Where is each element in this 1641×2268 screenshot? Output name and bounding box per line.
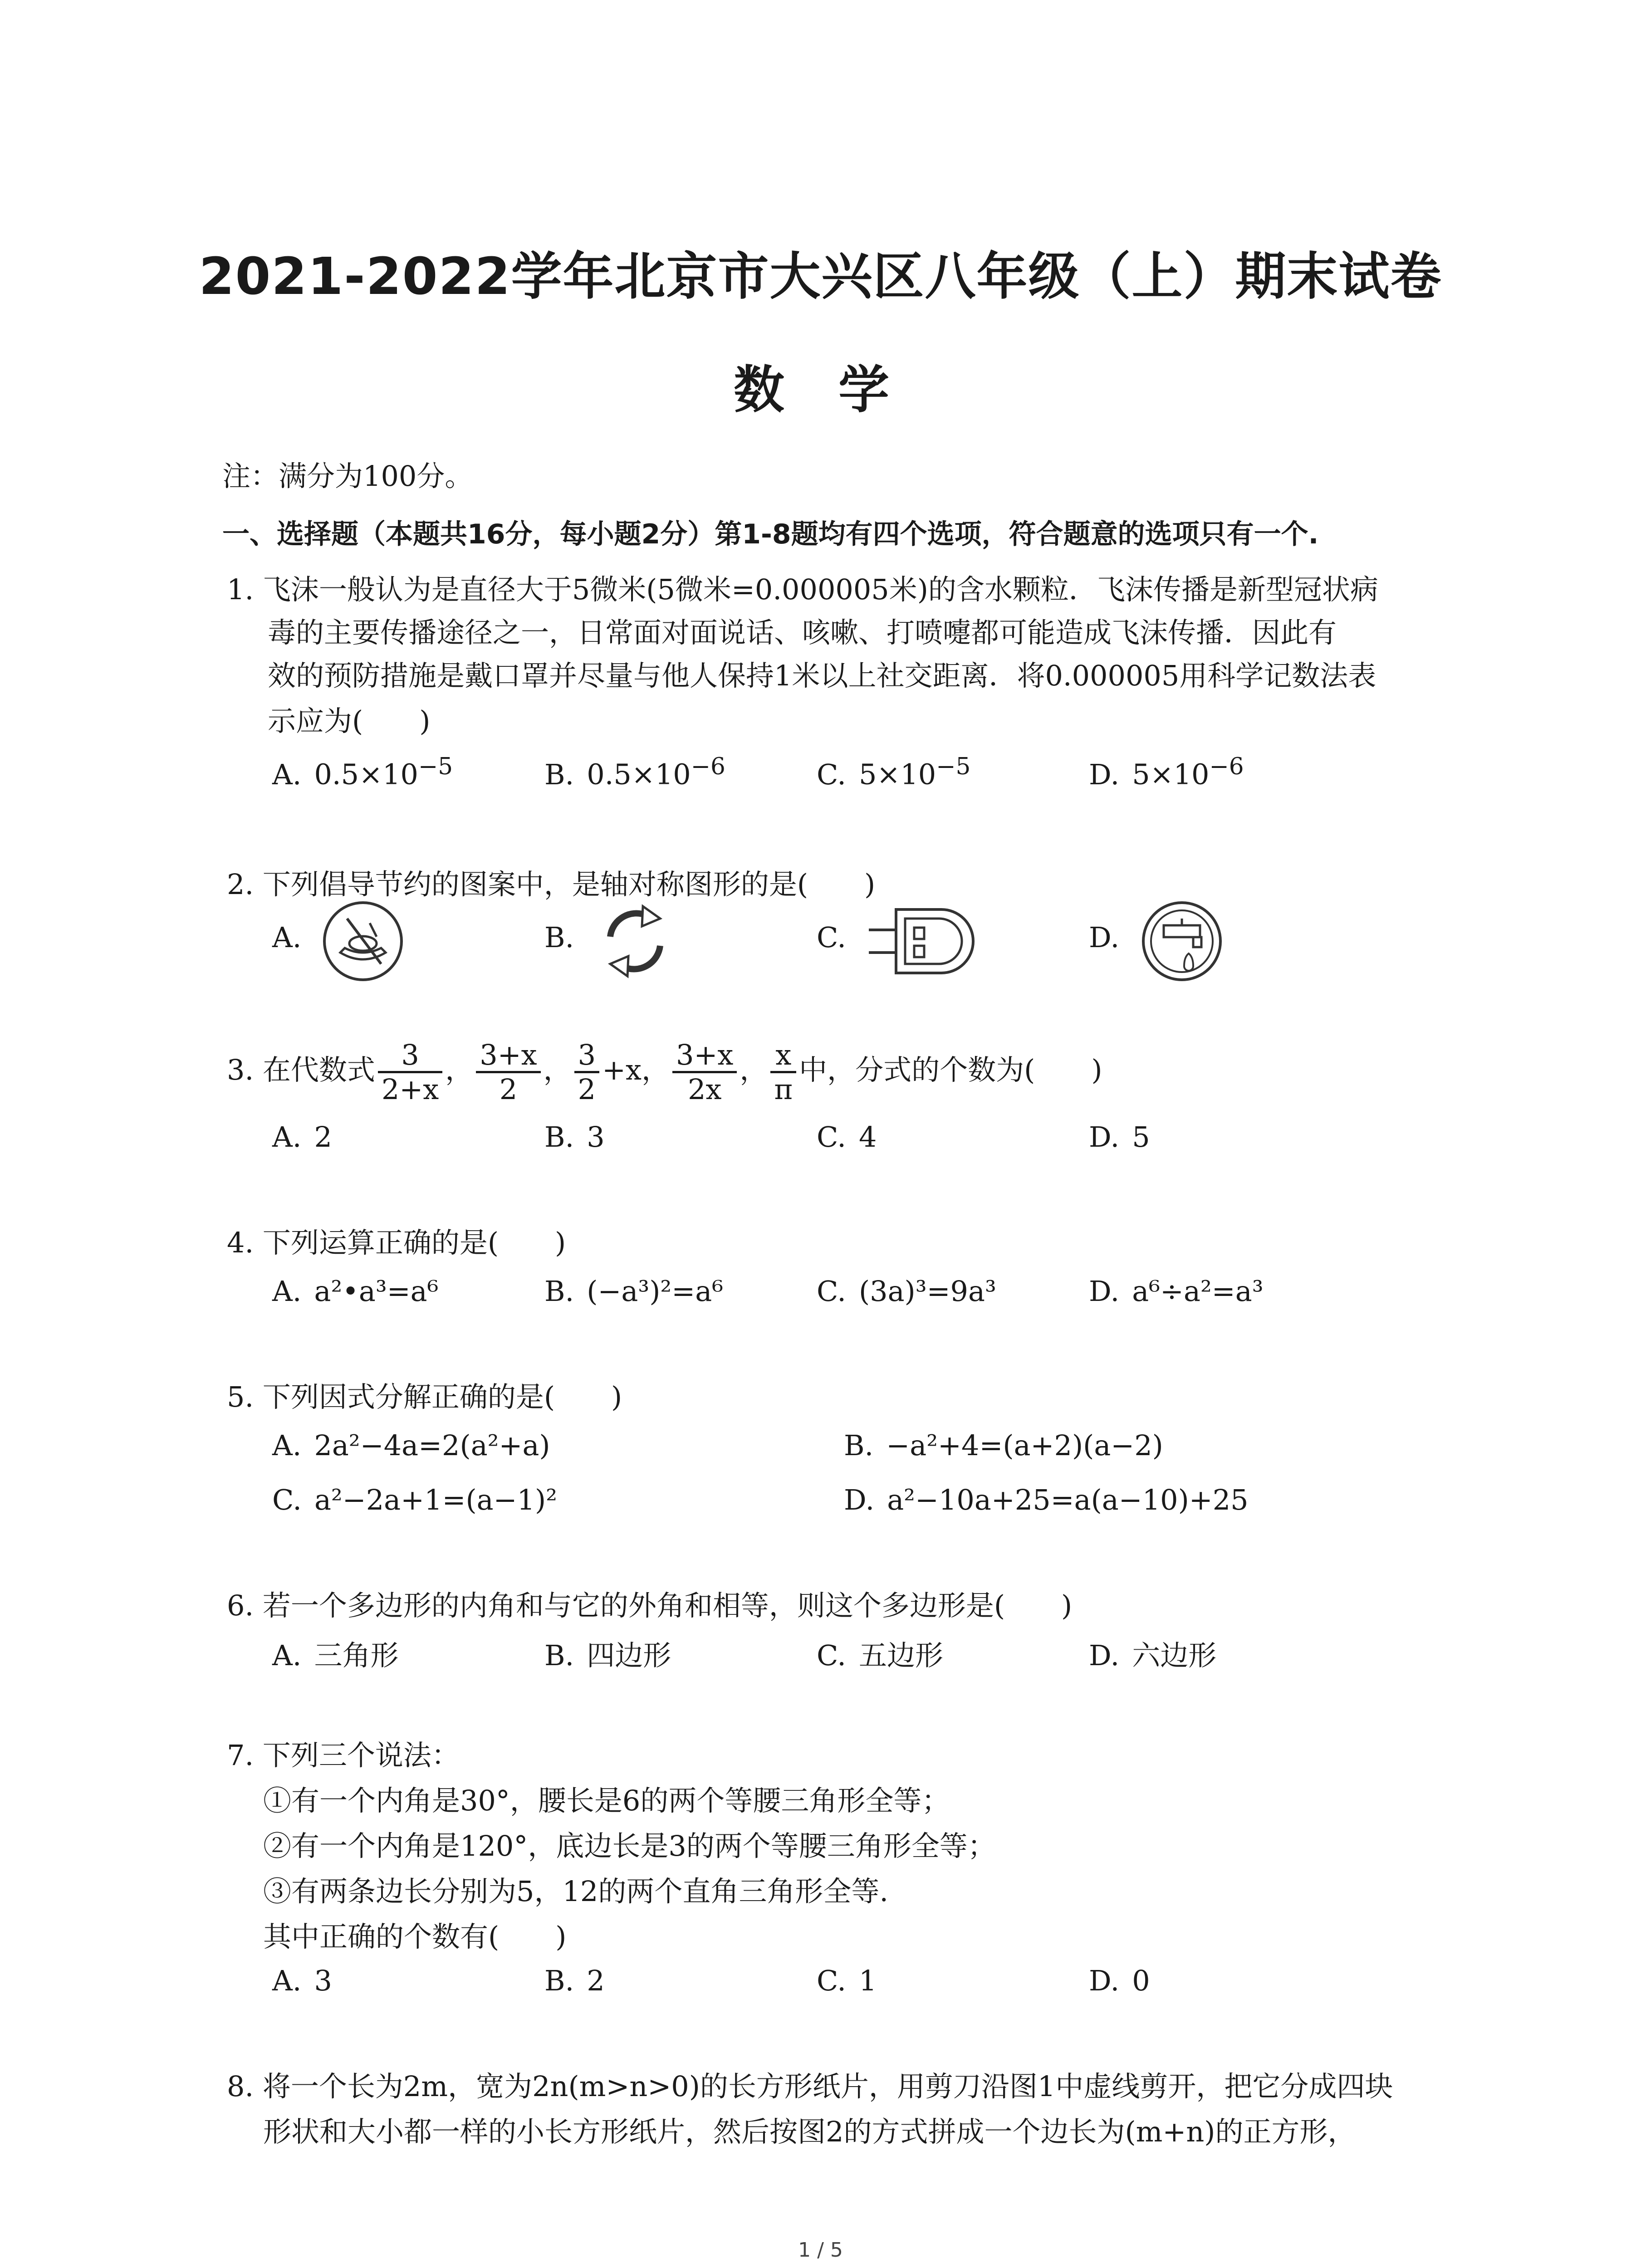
q1-option-a[interactable]: A. $0.5\times 10^{-5}$ xyxy=(272,753,453,791)
q8-text-line2: 形状和大小都一样的小长方形纸片，然后按图2的方式拼成一个边长为(m+n)的正方形， xyxy=(263,2115,1356,2148)
q3-option-c[interactable]: C. 4 xyxy=(817,1120,877,1154)
q1-text-line4: 示应为( ) xyxy=(268,704,431,738)
q1-text-line1: 1. 飞沫一般认为是直径大于5微米(5微米=0.000005米)的含水颗粒．飞沫传播是新型冠状病 xyxy=(227,573,1378,606)
q3-fraction-3: $\frac{3}{2}$ xyxy=(574,1039,599,1106)
q6-option-a[interactable]: A. 三角形 xyxy=(272,1639,399,1672)
q2-stem: 2. 下列倡导节约的图案中，是轴对称图形的是( ) xyxy=(227,868,876,901)
q4-option-c[interactable]: C. (3a)³=9a³ xyxy=(817,1275,996,1308)
q2-option-b-label[interactable]: B. xyxy=(544,921,574,954)
q2-option-a-label[interactable]: A. xyxy=(272,921,302,954)
q4-option-b[interactable]: B. (−a³)²=a⁶ xyxy=(544,1275,724,1308)
score-note: 注：满分为100分。 xyxy=(222,459,473,493)
q7-option-b[interactable]: B. 2 xyxy=(544,1964,605,1997)
q7-statement-1: ①有一个内角是30°，腰长是6的两个等腰三角形全等； xyxy=(263,1784,950,1817)
q4-option-a[interactable]: A. a²•a³=a⁶ xyxy=(272,1275,439,1308)
q3-option-d[interactable]: D. 5 xyxy=(1089,1120,1150,1154)
q1-text-line3: 效的预防措施是戴口罩并尽量与他人保持1米以上社交距离．将0.000005用科学记数法表 xyxy=(268,659,1376,692)
q6-option-b[interactable]: B. 四边形 xyxy=(544,1639,671,1672)
q6-option-d[interactable]: D. 六边形 xyxy=(1089,1639,1217,1672)
q7-question: 其中正确的个数有( ) xyxy=(263,1920,567,1953)
q3-option-a[interactable]: A. 2 xyxy=(272,1120,332,1154)
q5-option-d[interactable]: D. a²−10a+25=a(a−10)+25 xyxy=(844,1483,1249,1516)
water-tap-icon[interactable] xyxy=(1139,898,1225,984)
q7-option-a[interactable]: A. 3 xyxy=(272,1964,332,1997)
q5-option-c[interactable]: C. a²−2a+1=(a−1)² xyxy=(272,1483,558,1516)
q3-fraction-2: $\frac{3+x}{2}$ xyxy=(476,1039,540,1106)
q7-statement-3: ③有两条边长分别为5，12的两个直角三角形全等. xyxy=(263,1875,889,1908)
q7-statement-2: ②有一个内角是120°，底边长是3的两个等腰三角形全等； xyxy=(263,1829,996,1862)
q2-option-c-label[interactable]: C. xyxy=(817,921,846,954)
q3-option-b[interactable]: B. 3 xyxy=(544,1120,605,1154)
page-number: 1 / 5 xyxy=(798,2239,843,2262)
q3-stem: 3. 在代数式 $\frac{3}{2+x}$ ， $\frac{3+x}{2}$ ， $\frac{3}{2}$ +x， $\frac{3+x}{2x}$ ， $\frac{x}{\pi}$ 中，分式的个数为( ) xyxy=(227,1038,1102,1106)
no-food-waste-icon[interactable] xyxy=(320,898,406,984)
page-subtitle: 数 学 xyxy=(734,361,907,420)
q3-fraction-4: $\frac{3+x}{2x}$ xyxy=(672,1039,737,1106)
q7-stem: 7. 下列三个说法： xyxy=(227,1739,460,1772)
q6-option-c[interactable]: C. 五边形 xyxy=(817,1639,943,1672)
q3-fraction-5: $\frac{x}{\pi}$ xyxy=(770,1039,796,1106)
q4-option-d[interactable]: D. a⁶÷a²=a³ xyxy=(1089,1275,1264,1308)
q5-option-a[interactable]: A. 2a²−4a=2(a²+a) xyxy=(272,1429,550,1462)
q5-stem: 5. 下列因式分解正确的是( ) xyxy=(227,1380,622,1413)
recycle-arrows-icon[interactable] xyxy=(592,898,678,984)
power-plug-icon[interactable] xyxy=(864,900,982,982)
page-title: 2021-2022学年北京市大兴区八年级（上）期末试卷 xyxy=(199,247,1442,306)
q7-option-d[interactable]: D. 0 xyxy=(1089,1964,1150,1997)
q5-option-b[interactable]: B. −a²+4=(a+2)(a−2) xyxy=(844,1429,1163,1462)
q1-text-line2: 毒的主要传播途径之一，日常面对面说话、咳嗽、打喷嚏都可能造成飞沫传播．因此有 xyxy=(268,616,1337,649)
q1-option-b[interactable]: B. $0.5\times 10^{-6}$ xyxy=(544,753,725,791)
q3-fraction-1: $\frac{3}{2+x}$ xyxy=(378,1039,442,1106)
section-heading: 一、选择题（本题共16分，每小题2分）第1-8题均有四个选项，符合题意的选项只有一个. xyxy=(222,518,1319,550)
q4-stem: 4. 下列运算正确的是( ) xyxy=(227,1226,566,1259)
q2-option-d-label[interactable]: D. xyxy=(1089,921,1120,954)
q8-text-line1: 8. 将一个长为2m，宽为2n(m>n>0)的长方形纸片，用剪刀沿图1中虚线剪开，把它分成四块 xyxy=(227,2070,1393,2103)
q6-stem: 6. 若一个多边形的内角和与它的外角和相等，则这个多边形是( ) xyxy=(227,1589,1073,1622)
q1-option-d[interactable]: D. $5\times 10^{-6}$ xyxy=(1089,753,1244,791)
q1-option-c[interactable]: C. $5\times 10^{-5}$ xyxy=(817,753,971,791)
q7-option-c[interactable]: C. 1 xyxy=(817,1964,877,1997)
